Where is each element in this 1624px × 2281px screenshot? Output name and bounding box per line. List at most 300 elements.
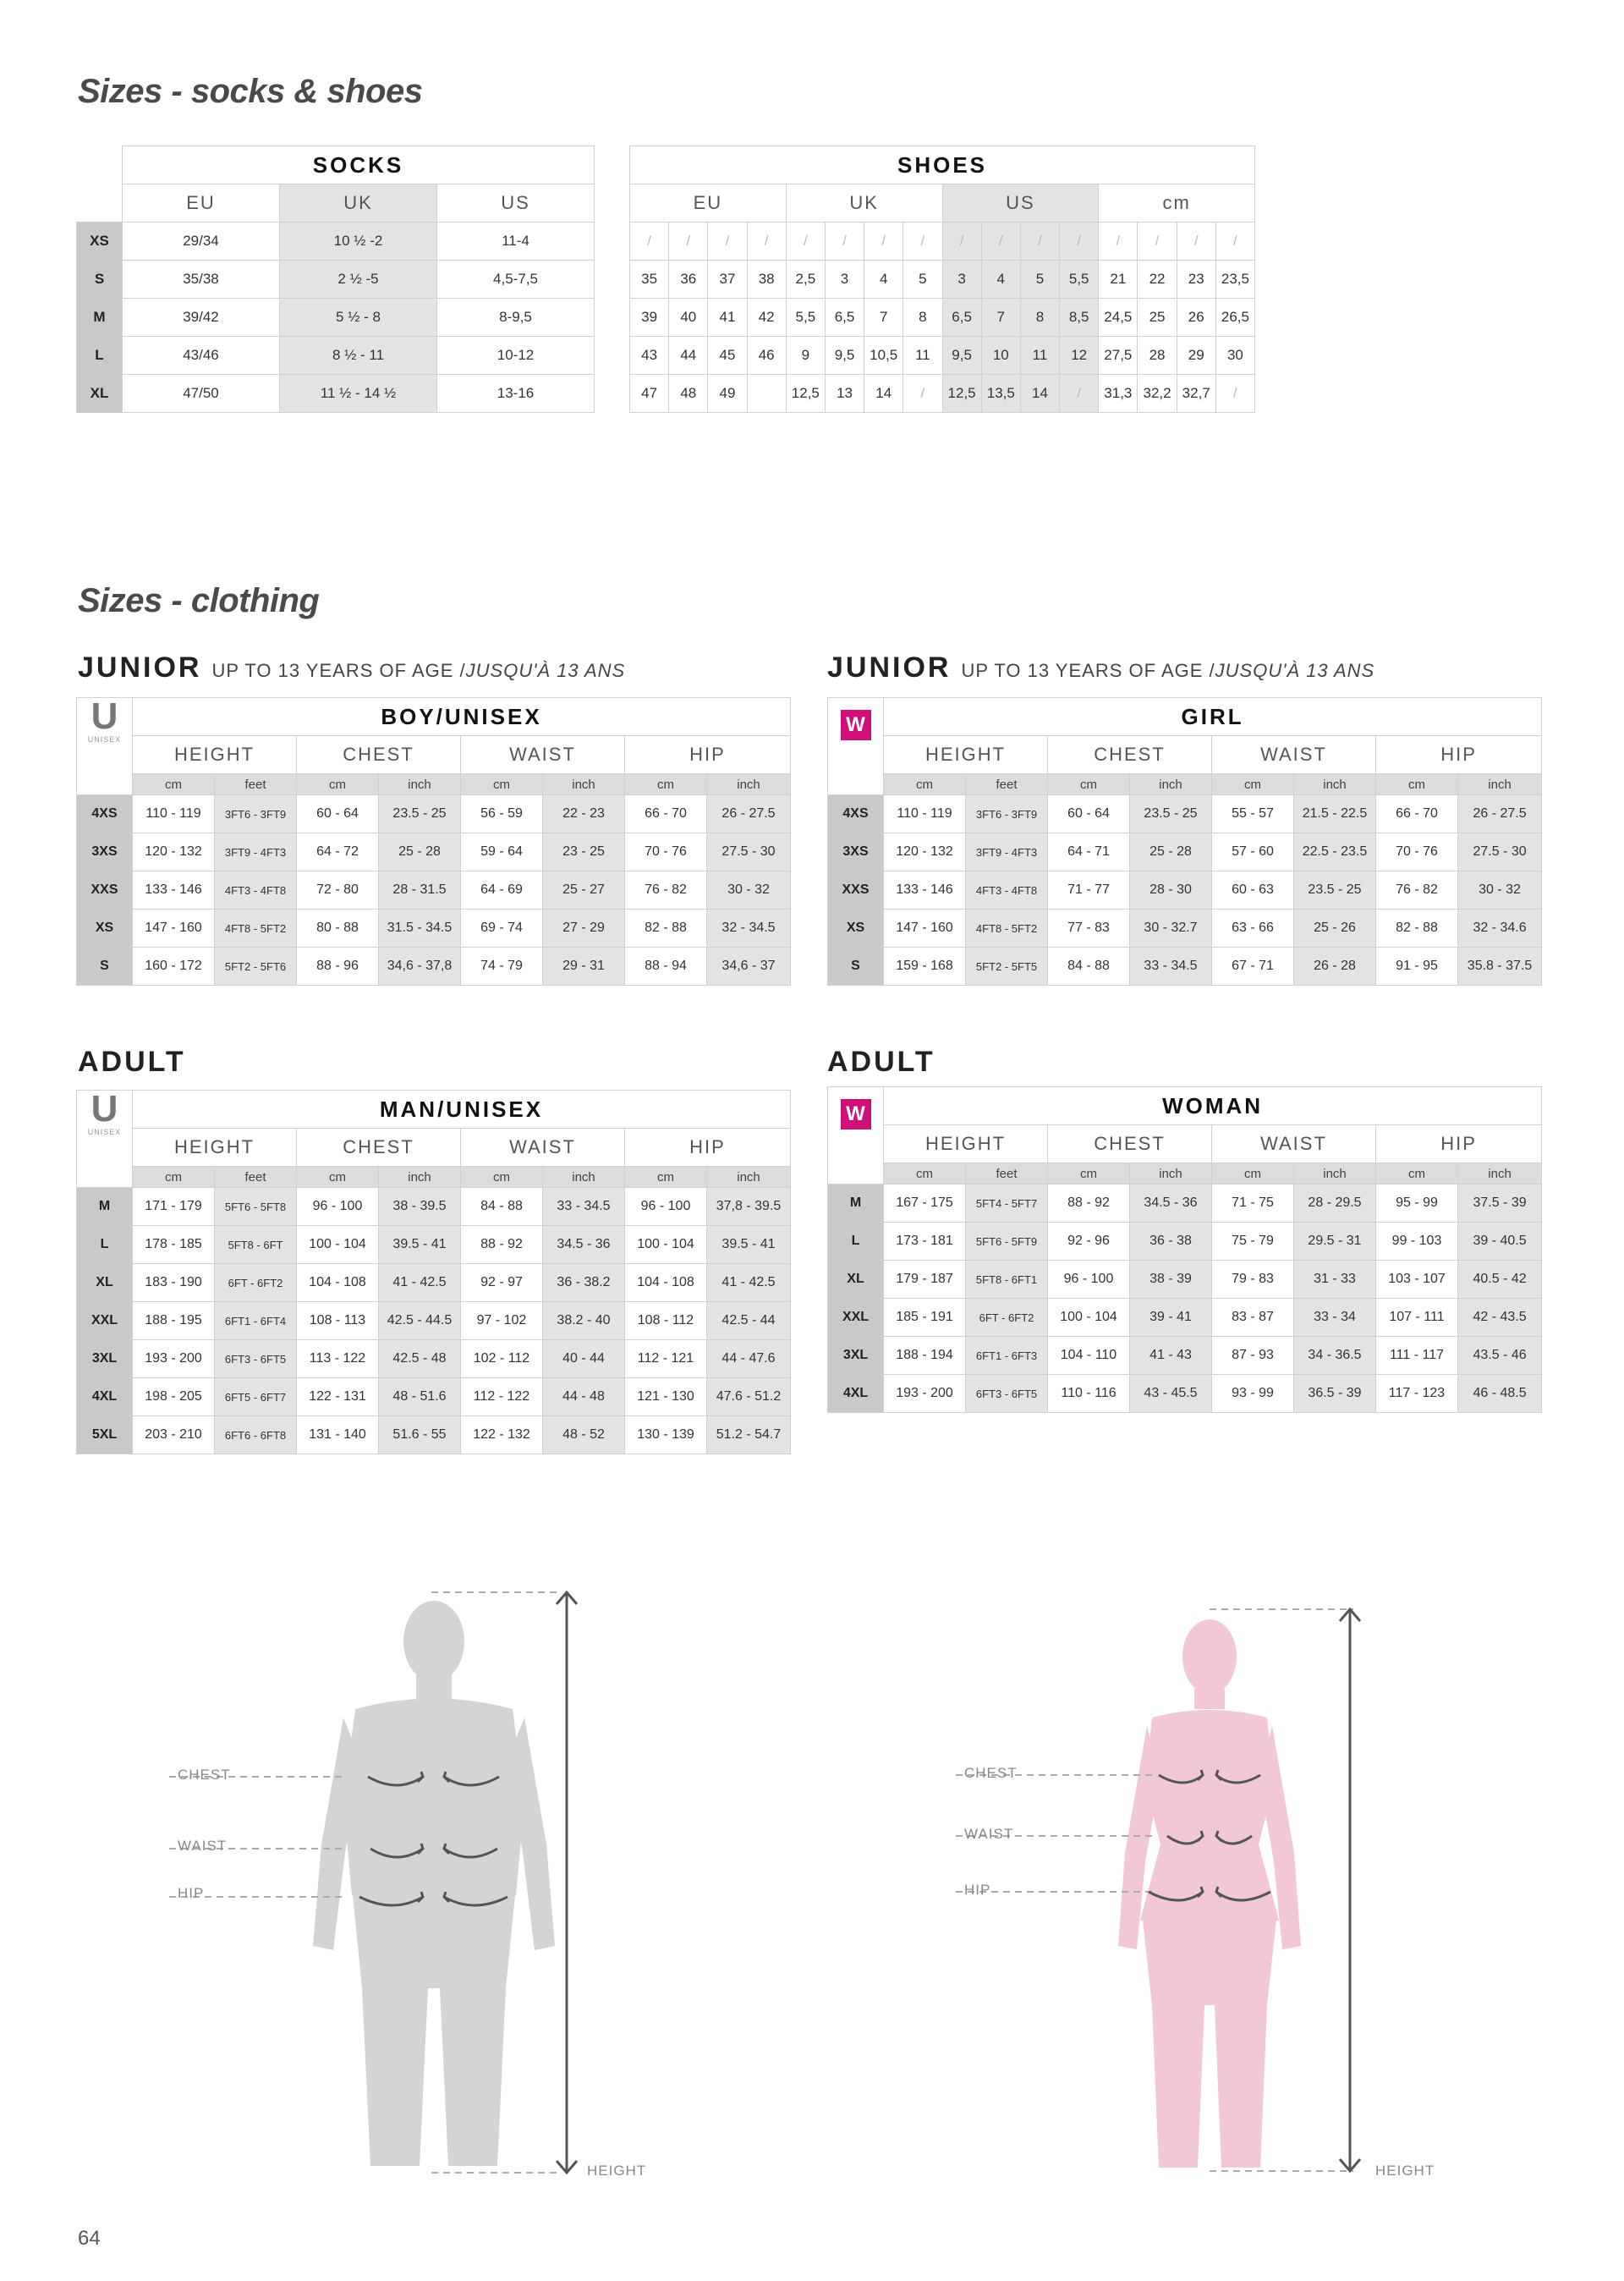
table-cell: 31,3 (1099, 375, 1138, 413)
unit-header: feet (966, 1163, 1048, 1184)
table-cell: 49 (708, 375, 747, 413)
table-cell: 111 - 117 (1376, 1337, 1458, 1375)
table-cell: 23 (1177, 261, 1215, 299)
table-cell: 122 - 131 (297, 1378, 379, 1416)
size-label: 4XS (77, 795, 133, 833)
table-cell: 6,5 (942, 299, 981, 337)
measure-header: WAIST (461, 1129, 625, 1167)
size-label: XL (77, 1264, 133, 1302)
table-cell: 37.5 - 39 (1458, 1184, 1542, 1223)
woman-figure (930, 1608, 1522, 2183)
table-cell: 51.2 - 54.7 (707, 1416, 791, 1454)
unisex-badge (77, 698, 133, 795)
table-cell: 43 - 45.5 (1130, 1375, 1212, 1413)
table-cell: / (1099, 223, 1138, 261)
size-label: M (77, 299, 123, 337)
table-cell: 91 - 95 (1376, 948, 1458, 986)
table-cell: 25 - 28 (379, 833, 461, 871)
table-cell: 71 - 75 (1212, 1184, 1294, 1223)
table-cell: / (1060, 375, 1099, 413)
measure-header: CHEST (297, 1129, 461, 1167)
table-cell: 63 - 66 (1212, 910, 1294, 948)
table-cell: 8,5 (1060, 299, 1099, 337)
table-cell: 76 - 82 (1376, 871, 1458, 910)
table-cell: 35/38 (123, 261, 280, 299)
table-cell: 30 - 32 (707, 871, 791, 910)
size-label: XS (77, 223, 123, 261)
table-row (828, 1223, 1542, 1261)
table-cell: 26 (1177, 299, 1215, 337)
unisex-icon: U UNISEX (87, 1090, 122, 1136)
table-cell: 11-4 (437, 223, 595, 261)
unisex-icon: U UNISEX (87, 697, 122, 744)
shoes-col-us: US (942, 184, 1099, 223)
table-cell: 188 - 194 (884, 1337, 966, 1375)
table-cell: 121 - 130 (625, 1378, 707, 1416)
size-label: S (77, 261, 123, 299)
size-label: 3XS (828, 833, 884, 871)
table-cell: 6FT6 - 6FT8 (215, 1416, 297, 1454)
table-title: WOMAN (884, 1087, 1542, 1125)
table-cell: / (630, 223, 669, 261)
table-cell: 110 - 119 (133, 795, 215, 833)
table-cell: 13-16 (437, 375, 595, 413)
table-cell: 11 (903, 337, 942, 375)
table-row (630, 375, 1255, 413)
table-cell: 104 - 110 (1048, 1337, 1130, 1375)
table-cell: 39.5 - 41 (379, 1226, 461, 1264)
table-cell: 4FT8 - 5FT2 (966, 910, 1048, 948)
size-label: 3XS (77, 833, 133, 871)
table-cell: 112 - 122 (461, 1378, 543, 1416)
table-cell: 22 - 23 (543, 795, 625, 833)
table-row (828, 1337, 1542, 1375)
table-cell: 96 - 100 (1048, 1261, 1130, 1299)
table-row (77, 1264, 791, 1302)
table-cell: 30 (1215, 337, 1254, 375)
table-cell: 32,2 (1138, 375, 1177, 413)
man-silhouette (313, 1601, 555, 2166)
table-cell: 66 - 70 (1376, 795, 1458, 833)
table-cell: 7 (981, 299, 1020, 337)
table-cell: 4 (864, 261, 903, 299)
socks-title: SOCKS (123, 146, 595, 184)
clothing-heading: Sizes - clothing (78, 582, 320, 619)
unit-header: inch (543, 774, 625, 795)
table-cell: 23.5 - 25 (379, 795, 461, 833)
table-cell: 23,5 (1215, 261, 1254, 299)
table-cell: 6,5 (825, 299, 864, 337)
table-cell: 31.5 - 34.5 (379, 910, 461, 948)
measure-header: HIP (1376, 736, 1542, 774)
table-cell: 108 - 112 (625, 1302, 707, 1340)
table-cell: 3 (942, 261, 981, 299)
table-cell: 39/42 (123, 299, 280, 337)
shoes-title: SHOES (630, 146, 1255, 184)
unit-header: inch (1458, 774, 1542, 795)
socks-col-uk: UK (280, 184, 437, 223)
table-cell: 28 - 29.5 (1294, 1184, 1376, 1223)
table-row (77, 948, 791, 986)
table-cell: 100 - 104 (625, 1226, 707, 1264)
table-cell: 42 (747, 299, 786, 337)
table-cell: 25 (1138, 299, 1177, 337)
table-cell: 42.5 - 44 (707, 1302, 791, 1340)
table-cell: 21.5 - 22.5 (1294, 795, 1376, 833)
table-cell: 104 - 108 (625, 1264, 707, 1302)
table-cell: 39.5 - 41 (707, 1226, 791, 1264)
table-cell: 29 (1177, 337, 1215, 375)
table-row (828, 948, 1542, 986)
junior-title: JUNIOR (827, 651, 952, 684)
table-cell: / (786, 223, 825, 261)
measure-header: HIP (625, 1129, 791, 1167)
unit-header: inch (707, 774, 791, 795)
table-cell: 45 (708, 337, 747, 375)
measure-header: CHEST (1048, 1125, 1212, 1163)
table-cell: 33 - 34 (1294, 1299, 1376, 1337)
woman-hip-label: HIP (964, 1882, 991, 1898)
table-cell: 38 (747, 261, 786, 299)
table-row (77, 1340, 791, 1378)
table-cell: 120 - 132 (884, 833, 966, 871)
table-row (77, 795, 791, 833)
table-cell: 60 - 63 (1212, 871, 1294, 910)
table-cell: 3FT9 - 4FT3 (966, 833, 1048, 871)
table-cell: 41 - 43 (1130, 1337, 1212, 1375)
table-cell: 42 - 43.5 (1458, 1299, 1542, 1337)
table-cell: 28 - 31.5 (379, 871, 461, 910)
table-cell: 99 - 103 (1376, 1223, 1458, 1261)
table-cell: 9,5 (825, 337, 864, 375)
table-cell: 64 - 71 (1048, 833, 1130, 871)
table-cell: 30 - 32 (1458, 871, 1542, 910)
table-cell: / (1177, 223, 1215, 261)
measure-header: WAIST (461, 736, 625, 774)
unit-header: cm (1212, 774, 1294, 795)
table-cell: 6FT - 6FT2 (966, 1299, 1048, 1337)
table-cell: 4FT8 - 5FT2 (215, 910, 297, 948)
table-cell: 6FT1 - 6FT3 (966, 1337, 1048, 1375)
table-cell: 60 - 64 (297, 795, 379, 833)
table-cell: 33 - 34.5 (1130, 948, 1212, 986)
table-row (77, 299, 595, 337)
size-label: 4XL (77, 1378, 133, 1416)
table-cell: 42.5 - 44.5 (379, 1302, 461, 1340)
table-cell: 12 (1060, 337, 1099, 375)
boy-unisex-table (76, 697, 791, 986)
measure-header: WAIST (1212, 736, 1376, 774)
table-cell: 107 - 111 (1376, 1299, 1458, 1337)
table-cell: 83 - 87 (1212, 1299, 1294, 1337)
table-cell: 26 - 28 (1294, 948, 1376, 986)
table-cell: 82 - 88 (625, 910, 707, 948)
junior-label-left (78, 651, 625, 684)
table-cell: 103 - 107 (1376, 1261, 1458, 1299)
junior-subtitle-fr: JUSQU'À 13 ANS (1215, 660, 1375, 681)
table-cell: 4FT3 - 4FT8 (215, 871, 297, 910)
table-cell: 122 - 132 (461, 1416, 543, 1454)
table-cell: 131 - 140 (297, 1416, 379, 1454)
table-cell: 43/46 (123, 337, 280, 375)
table-cell: 88 - 96 (297, 948, 379, 986)
table-cell: / (825, 223, 864, 261)
adult-label-left: ADULT (78, 1046, 186, 1078)
table-cell: 46 (747, 337, 786, 375)
table-row (77, 337, 595, 375)
table-cell: / (669, 223, 708, 261)
table-cell: 3FT6 - 3FT9 (966, 795, 1048, 833)
table-cell: / (747, 223, 786, 261)
measure-header: CHEST (297, 736, 461, 774)
table-row (828, 1375, 1542, 1413)
table-cell: 79 - 83 (1212, 1261, 1294, 1299)
size-label: S (828, 948, 884, 986)
table-cell: 130 - 139 (625, 1416, 707, 1454)
table-row (77, 1416, 791, 1454)
junior-title: JUNIOR (78, 651, 202, 684)
table-row (77, 910, 791, 948)
table-cell: 37,8 - 39.5 (707, 1188, 791, 1226)
table-row (630, 337, 1255, 375)
table-cell: 100 - 104 (297, 1226, 379, 1264)
table-cell: 82 - 88 (1376, 910, 1458, 948)
junior-subtitle-fr: JUSQU'À 13 ANS (465, 660, 626, 681)
unit-header: cm (1376, 1163, 1458, 1184)
table-cell: 84 - 88 (461, 1188, 543, 1226)
size-label: XXL (77, 1302, 133, 1340)
table-cell: 7 (864, 299, 903, 337)
table-cell: 23 - 25 (543, 833, 625, 871)
table-cell: 10,5 (864, 337, 903, 375)
table-row (828, 833, 1542, 871)
table-cell: 74 - 79 (461, 948, 543, 986)
table-cell: / (1060, 223, 1099, 261)
table-row (77, 833, 791, 871)
table-cell: / (1215, 375, 1254, 413)
unit-header: inch (1130, 774, 1212, 795)
unit-header: cm (1048, 1163, 1130, 1184)
table-cell: / (1138, 223, 1177, 261)
table-cell: 100 - 104 (1048, 1299, 1130, 1337)
table-cell: 171 - 179 (133, 1188, 215, 1226)
size-label: XXS (828, 871, 884, 910)
table-cell: 30 - 32.7 (1130, 910, 1212, 948)
table-cell: 13 (825, 375, 864, 413)
table-cell: 33 - 34.5 (543, 1188, 625, 1226)
table-cell: 113 - 122 (297, 1340, 379, 1378)
socks-col-us: US (437, 184, 595, 223)
man-figure (152, 1591, 744, 2183)
table-cell: 34.5 - 36 (1130, 1184, 1212, 1223)
table-cell: 44 (669, 337, 708, 375)
table-cell: 2 ½ -5 (280, 261, 437, 299)
size-label: L (77, 337, 123, 375)
measure-header: HEIGHT (884, 1125, 1048, 1163)
table-row (630, 223, 1255, 261)
size-label: XL (828, 1261, 884, 1299)
unit-header: inch (379, 1167, 461, 1188)
table-cell: / (903, 223, 942, 261)
measure-header: WAIST (1212, 1125, 1376, 1163)
table-row (828, 1299, 1542, 1337)
table-cell: 4FT3 - 4FT8 (966, 871, 1048, 910)
table-cell: 41 - 42.5 (707, 1264, 791, 1302)
table-cell: 36 - 38 (1130, 1223, 1212, 1261)
table-cell: 29/34 (123, 223, 280, 261)
table-cell: 5,5 (1060, 261, 1099, 299)
table-cell: 133 - 146 (884, 871, 966, 910)
size-label: 3XL (77, 1340, 133, 1378)
table-cell: 6FT - 6FT2 (215, 1264, 297, 1302)
table-cell (747, 375, 786, 413)
size-label: 4XS (828, 795, 884, 833)
size-label: 3XL (828, 1337, 884, 1375)
table-cell: 102 - 112 (461, 1340, 543, 1378)
table-cell: 38 - 39.5 (379, 1188, 461, 1226)
man-hip-label: HIP (178, 1885, 205, 1901)
table-cell: 44 - 48 (543, 1378, 625, 1416)
table-cell: 5FT6 - 5FT8 (215, 1188, 297, 1226)
table-cell: 48 (669, 375, 708, 413)
measure-header: HIP (625, 736, 791, 774)
table-cell: 5FT2 - 5FT5 (966, 948, 1048, 986)
table-cell: 40 (669, 299, 708, 337)
table-cell: 77 - 83 (1048, 910, 1130, 948)
table-cell: 36 - 38.2 (543, 1264, 625, 1302)
table-cell: 110 - 116 (1048, 1375, 1130, 1413)
size-label: S (77, 948, 133, 986)
table-cell: 92 - 97 (461, 1264, 543, 1302)
table-row (630, 261, 1255, 299)
table-cell: 23.5 - 25 (1130, 795, 1212, 833)
table-cell: 35 (630, 261, 669, 299)
table-title: BOY/UNISEX (133, 698, 791, 736)
table-cell: 96 - 100 (297, 1188, 379, 1226)
table-cell: 70 - 76 (1376, 833, 1458, 871)
table-cell: 5FT4 - 5FT7 (966, 1184, 1048, 1223)
table-cell: 29.5 - 31 (1294, 1223, 1376, 1261)
table-cell: 27,5 (1099, 337, 1138, 375)
table-cell: 88 - 94 (625, 948, 707, 986)
shoes-col-eu: EU (630, 184, 787, 223)
table-cell: 84 - 88 (1048, 948, 1130, 986)
socks-table (76, 146, 595, 413)
unit-header: cm (884, 1163, 966, 1184)
table-cell: / (1020, 223, 1059, 261)
unit-header: cm (297, 774, 379, 795)
junior-label-right (827, 651, 1374, 684)
table-row (77, 871, 791, 910)
page-number: 64 (78, 2227, 101, 2250)
table-cell: 46 - 48.5 (1458, 1375, 1542, 1413)
table-cell: 25 - 28 (1130, 833, 1212, 871)
shoes-col-cm: cm (1099, 184, 1255, 223)
table-cell: 22.5 - 23.5 (1294, 833, 1376, 871)
table-cell: 3 (825, 261, 864, 299)
table-cell: 160 - 172 (133, 948, 215, 986)
table-cell: 9 (786, 337, 825, 375)
table-cell: 36 (669, 261, 708, 299)
shoes-col-uk: UK (786, 184, 942, 223)
table-cell: 96 - 100 (625, 1188, 707, 1226)
table-cell: 6FT3 - 6FT5 (966, 1375, 1048, 1413)
table-cell: 5FT6 - 5FT9 (966, 1223, 1048, 1261)
table-cell: 6FT5 - 6FT7 (215, 1378, 297, 1416)
table-cell: 92 - 96 (1048, 1223, 1130, 1261)
table-cell: 67 - 71 (1212, 948, 1294, 986)
table-cell: 47/50 (123, 375, 280, 413)
table-cell: 31 - 33 (1294, 1261, 1376, 1299)
table-cell: 5FT2 - 5FT6 (215, 948, 297, 986)
table-cell: 23.5 - 25 (1294, 871, 1376, 910)
table-cell: 179 - 187 (884, 1261, 966, 1299)
table-cell: 27.5 - 30 (707, 833, 791, 871)
table-cell: 173 - 181 (884, 1223, 966, 1261)
table-cell: 4,5-7,5 (437, 261, 595, 299)
table-row (77, 1302, 791, 1340)
table-cell: 76 - 82 (625, 871, 707, 910)
table-cell: 24,5 (1099, 299, 1138, 337)
table-cell: 14 (864, 375, 903, 413)
unit-header: inch (379, 774, 461, 795)
socks-col-eu: EU (123, 184, 280, 223)
table-cell: 88 - 92 (461, 1226, 543, 1264)
woman-table (827, 1086, 1542, 1413)
table-cell: 34.5 - 36 (543, 1226, 625, 1264)
adult-label-right: ADULT (827, 1046, 935, 1078)
size-label: XS (77, 910, 133, 948)
table-row (828, 1261, 1542, 1299)
unit-header: inch (1458, 1163, 1542, 1184)
unit-header: feet (966, 774, 1048, 795)
table-cell: 8 (1020, 299, 1059, 337)
table-row (77, 261, 595, 299)
table-cell: 3FT9 - 4FT3 (215, 833, 297, 871)
table-cell: 104 - 108 (297, 1264, 379, 1302)
table-cell: 87 - 93 (1212, 1337, 1294, 1375)
table-row (77, 223, 595, 261)
table-cell: 59 - 64 (461, 833, 543, 871)
table-cell: 25 - 26 (1294, 910, 1376, 948)
girl-table (827, 697, 1542, 986)
size-label: XL (77, 375, 123, 413)
table-cell: 26 - 27.5 (1458, 795, 1542, 833)
measure-header: CHEST (1048, 736, 1212, 774)
unit-header: inch (1130, 1163, 1212, 1184)
size-label: M (77, 1188, 133, 1226)
unit-header: cm (461, 774, 543, 795)
table-cell: 27 - 29 (543, 910, 625, 948)
unit-header: cm (461, 1167, 543, 1188)
unit-header: feet (215, 774, 297, 795)
unit-header: inch (1294, 1163, 1376, 1184)
table-row (77, 375, 595, 413)
table-cell: 48 - 52 (543, 1416, 625, 1454)
table-cell: 34,6 - 37 (707, 948, 791, 986)
table-cell: 39 - 41 (1130, 1299, 1212, 1337)
table-cell: 5 (903, 261, 942, 299)
woman-icon: W (841, 710, 871, 740)
table-cell: 51.6 - 55 (379, 1416, 461, 1454)
table-cell: 6FT1 - 6FT4 (215, 1302, 297, 1340)
table-cell: 36.5 - 39 (1294, 1375, 1376, 1413)
junior-subtitle: UP TO 13 YEARS OF AGE / (961, 660, 1215, 681)
man-waist-label: WAIST (178, 1838, 228, 1854)
table-cell: 3FT6 - 3FT9 (215, 795, 297, 833)
table-cell: 39 - 40.5 (1458, 1223, 1542, 1261)
table-cell: 203 - 210 (133, 1416, 215, 1454)
